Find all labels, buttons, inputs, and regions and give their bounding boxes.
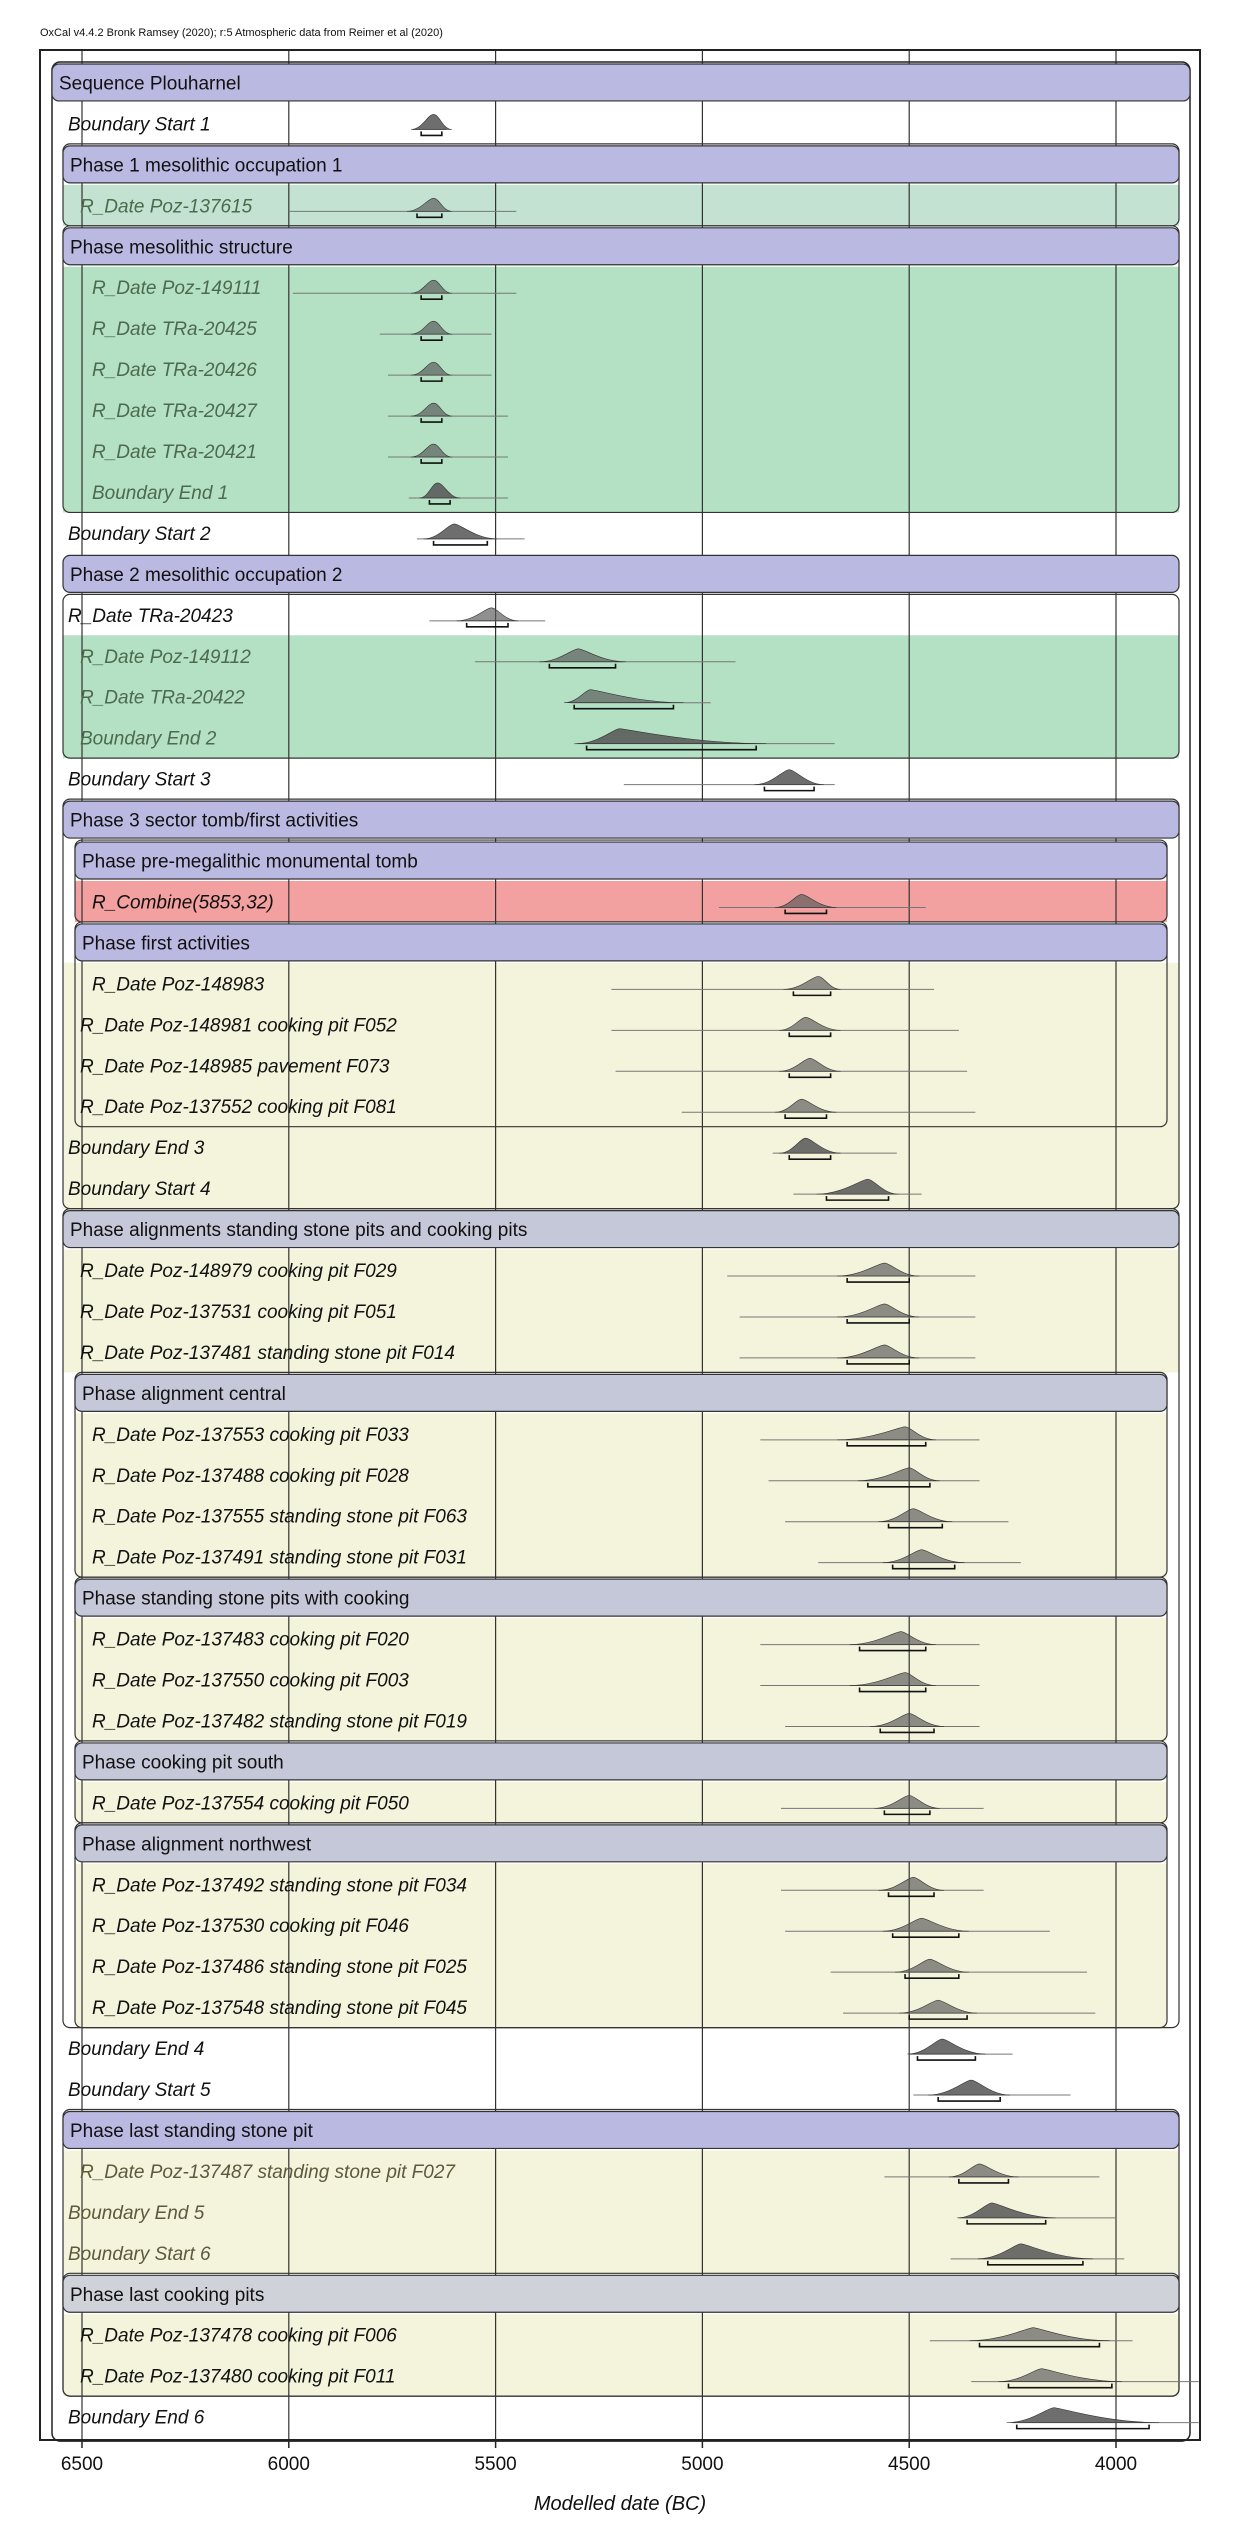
date-label: R_Date TRa-20423	[68, 605, 233, 627]
phase-header-label: Sequence Plouharnel	[59, 73, 241, 95]
phase-header-label: Phase pre-megalithic monumental tomb	[82, 851, 418, 873]
phase-header-label: Phase standing stone pits with cooking	[82, 1588, 410, 1610]
range-bracket	[764, 787, 814, 791]
boundary-label: Boundary Start 4	[68, 1179, 211, 1201]
date-label: R_Date Poz-137552 cooking pit F081	[80, 1097, 397, 1119]
x-tick-label: 5500	[474, 2454, 517, 2475]
x-tick-label: 4500	[888, 2454, 931, 2475]
boundary-label: Boundary Start 5	[68, 2080, 211, 2102]
date-label: R_Date TRa-20422	[80, 687, 245, 709]
posterior-distribution	[424, 524, 498, 539]
phase-header-label: Phase last standing stone pit	[70, 2120, 313, 2142]
posterior-distribution	[907, 2039, 985, 2054]
date-label: R_Date Poz-137481 standing stone pit F014	[80, 1342, 455, 1364]
posterior-distribution	[928, 2080, 1010, 2095]
range-bracket	[1017, 2425, 1149, 2429]
date-label: R_Date Poz-149111	[92, 278, 262, 300]
x-axis	[40, 2440, 1200, 2475]
phase-bands	[63, 185, 1179, 2396]
date-label: R_Date Poz-137550 cooking pit F003	[92, 1670, 409, 1692]
date-label: R_Date Poz-137555 standing stone pit F063	[92, 1506, 467, 1528]
range-bracket	[467, 623, 508, 627]
range-bracket	[917, 2056, 975, 2060]
posterior-distribution	[754, 770, 824, 785]
date-label: R_Date Poz-148983	[92, 974, 265, 996]
date-label: R_Date Poz-137491 standing stone pit F031	[92, 1547, 467, 1569]
boundary-label: Boundary Start 6	[68, 2243, 211, 2265]
date-label: R_Date Poz-137530 cooking pit F046	[92, 1916, 409, 1938]
boundary-label: Boundary End 6	[68, 2407, 205, 2429]
phase-header-label: Phase 3 sector tomb/first activities	[70, 810, 359, 832]
date-label: R_Date Poz-137548 standing stone pit F045	[92, 1998, 467, 2020]
boundary-label: Boundary End 2	[80, 728, 217, 750]
phase-header-label: Phase 1 mesolithic occupation 1	[70, 155, 343, 177]
date-label: R_Date Poz-137487 standing stone pit F027	[80, 2161, 455, 2183]
posterior-distribution	[457, 608, 518, 621]
range-bracket	[938, 2097, 1000, 2101]
x-tick-label: 5000	[681, 2454, 724, 2475]
boundary-label: Boundary End 4	[68, 2039, 205, 2061]
boundary-label: Boundary End 3	[68, 1138, 205, 1160]
boundary-label: Boundary End 5	[68, 2202, 205, 2224]
date-label: R_Date TRa-20426	[92, 360, 257, 382]
boundary-label: Boundary Start 1	[68, 114, 211, 136]
phase-header-label: Phase alignments standing stone pits and cooking pits	[70, 1220, 528, 1242]
date-label: R_Date Poz-137531 cooking pit F051	[80, 1301, 397, 1323]
phase-header-label: Phase alignment central	[82, 1383, 286, 1405]
date-label: R_Date Poz-137480 cooking pit F011	[80, 2366, 396, 2388]
phase-band	[63, 963, 1179, 1209]
credit-text: OxCal v4.4.2 Bronk Ramsey (2020); r:5 Atmospheric data from Reimer et al (2020)	[40, 27, 443, 39]
date-label: R_Date Poz-137615	[80, 196, 253, 218]
phase-band	[63, 267, 1179, 513]
posterior-distribution	[411, 114, 452, 129]
date-label: R_Combine(5853,32)	[92, 892, 274, 914]
posterior-distribution	[1007, 2408, 1159, 2423]
date-label: R_Date Poz-137492 standing stone pit F034	[92, 1875, 467, 1897]
phase-header-label: Phase mesolithic structure	[70, 237, 293, 259]
phase-header-label: Phase 2 mesolithic occupation 2	[70, 564, 343, 586]
x-tick-label: 6500	[60, 2454, 104, 2475]
date-label: R_Date Poz-148985 pavement F073	[80, 1056, 390, 1078]
date-label: R_Date Poz-137478 cooking pit F006	[80, 2325, 397, 2347]
phase-header-label: Phase last cooking pits	[70, 2284, 265, 2306]
x-tick-label: 4000	[1094, 2454, 1138, 2475]
date-label: R_Date TRa-20427	[92, 401, 257, 423]
date-label: R_Date Poz-137483 cooking pit F020	[92, 1629, 409, 1651]
phase-header-label: Phase first activities	[82, 933, 250, 955]
date-label: R_Date Poz-148981 cooking pit F052	[80, 1015, 397, 1037]
range-bracket	[434, 541, 488, 545]
date-label: R_Date Poz-137553 cooking pit F033	[92, 1424, 409, 1446]
date-label: R_Date Poz-137486 standing stone pit F025	[92, 1957, 467, 1979]
x-axis-label: Modelled date (BC)	[533, 2493, 707, 2515]
boundary-label: Boundary Start 3	[68, 769, 211, 791]
date-label: R_Date TRa-20421	[92, 442, 257, 464]
date-label: R_Date Poz-137488 cooking pit F028	[92, 1465, 409, 1487]
date-label: R_Date TRa-20425	[92, 319, 257, 341]
phase-header-label: Phase cooking pit south	[82, 1752, 284, 1774]
date-label: R_Date Poz-149112	[80, 646, 251, 668]
date-label: R_Date Poz-148979 cooking pit F029	[80, 1261, 397, 1283]
date-label: R_Date Poz-137554 cooking pit F050	[92, 1793, 409, 1815]
range-bracket	[421, 131, 442, 135]
x-tick-label: 6000	[267, 2454, 310, 2475]
phase-header-label: Phase alignment northwest	[82, 1834, 312, 1856]
boundary-label: Boundary End 1	[92, 482, 229, 504]
boundary-label: Boundary Start 2	[68, 523, 211, 545]
date-label: R_Date Poz-137482 standing stone pit F019	[92, 1711, 467, 1733]
